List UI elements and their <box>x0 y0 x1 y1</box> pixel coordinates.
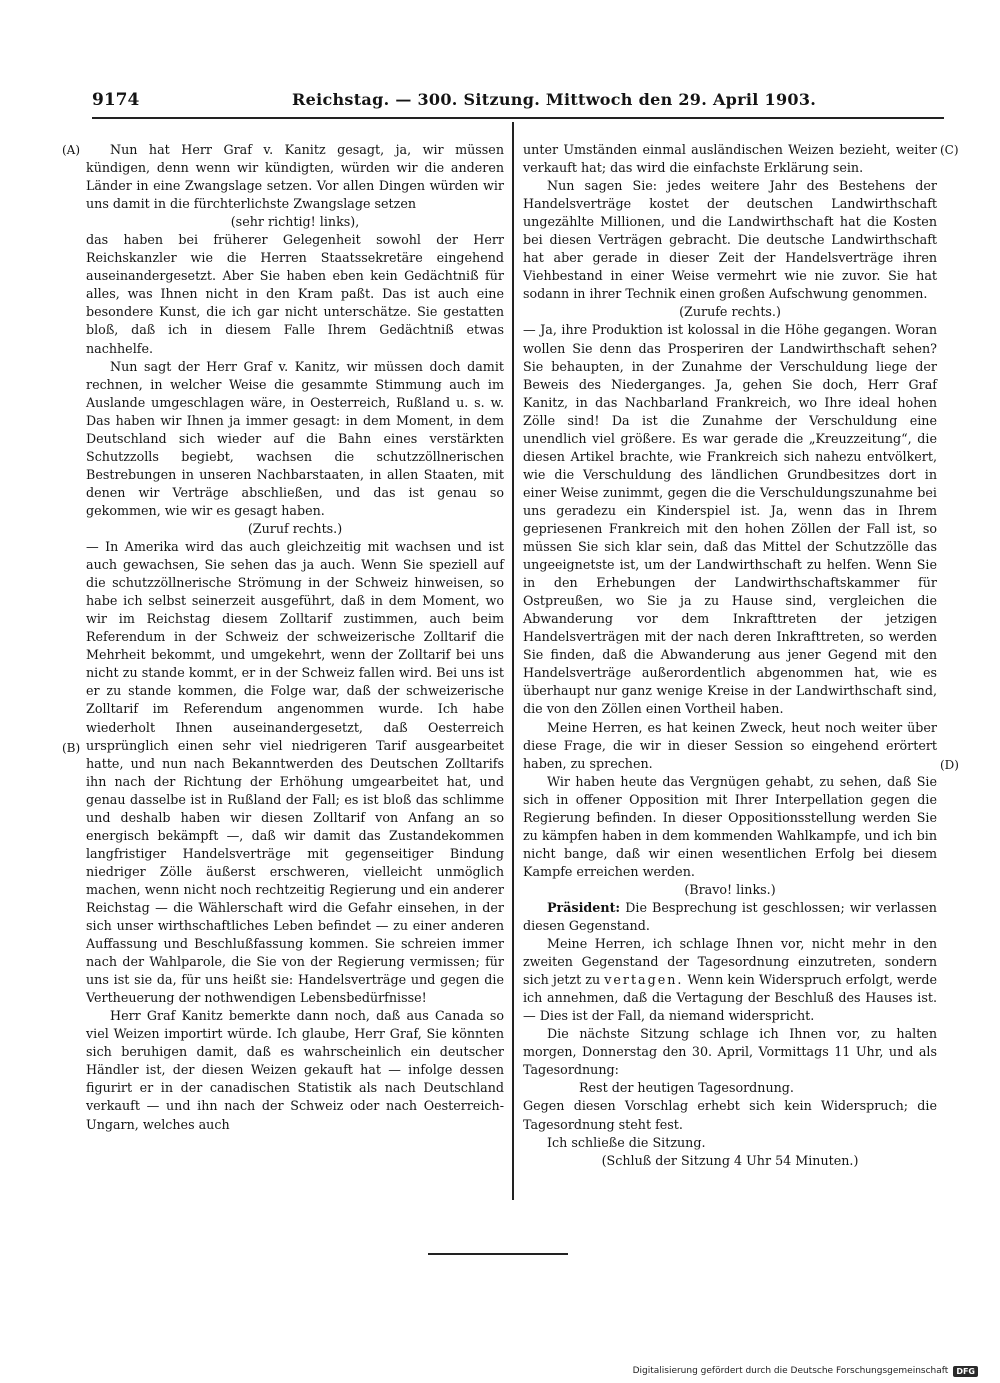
paragraph <box>523 935 937 1025</box>
text-run: Wenn kein Widerspruch erfolgt, werde ich annehmen, daß die Vertagung der Beschluß des Hauses ist. — Dies ist der Fall, da niemand widerspricht. <box>523 972 937 1024</box>
end-rule <box>428 1253 568 1255</box>
spaced-word: vertagen. <box>604 972 684 988</box>
paragraph: Nun sagt der Herr Graf v. Kanitz, wir müssen doch damit rechnen, in welcher Weise die gesammte Stimmung auch im Auslande umgeschlagen wäre, in Oesterreich, Rußland u. s. w. Das haben wir Ihnen ja immer gesagt: in dem Moment, in dem Deutschland sich wieder auf die Bahn eines verstärkten Schutzzolls begiebt, wachsen die schutzzöllnerischen Bestrebungen in unseren Nachbarstaaten, in allen Staaten, mit denen wir Verträge abschließen, und das ist genau so gekommen, wie wir es gesagt haben. <box>86 358 504 518</box>
column-divider <box>512 122 514 1200</box>
footer <box>633 1364 978 1378</box>
paragraph: — Ja, ihre Produktion ist kolossal in die Höhe gegangen. Woran wollen Sie denn das Prosperiren der Landwirthschaft sehen? Sie behaupten, in der Zunahme der Verschuldung liege der Beweis des Niederganges. Ja, gehen Sie doch, Herr Graf Kanitz, in das Nachbarland Frankreich, wo Ihre ideal hohen Zölle sind! Da ist die Zunahme der Verschuldung eine unendlich viel größere. Es war gerade die „Kreuzzeitung“, die diesen Artikel brachte, wie Frankreich sich nahezu entvölkert, wie die Verschuldung des ländlichen Grundbesitzes dort in einer Weise zunimmt, gegen die die Verschuldungszunahme bei uns geradezu ein Kinderspiel ist. Ja, wenn das in Ihrem gepriesenen Frankreich mit den hohen Zöllen der Fall ist, so müssen Sie sich klar sein, daß das Mittel der Schutzzölle das ungeeignetste ist, um der Landwirthschaft zu helfen. Wenn Sie in den Erhebungen der Landwirthschaftskammer für Ostpreußen, wo Sie ja zu Hause sind, vergleichen die Abwanderung vor dem Inkrafttreten der jetzigen Handelsverträgen mit der nach deren Inkrafttreten, so werden Sie finden, daß die Abwanderung aus jener Gegend mit den Handelsverträge außerordentlich abgenommen hat, wie es überhaupt nur ganz wenige Kreise in der Landwirthschaft sind, die von den Zöllen einen Vortheil haben. <box>523 322 937 717</box>
paragraph: das haben bei früherer Gelegenheit sowohl der Herr Reichskanzler wie die Herren Staatssekretäre eingehend auseinandergesetzt. Aber Sie haben eben kein Gedächtniß für alles, was Ihnen nicht in den Kram paßt. Das ist auch eine besondere Kunst, die ich gar nicht unterschätze. Sie gestatten bloß, daß ich in diesem Falle Ihrem Gedächtniß etwas nachhelfe. <box>86 232 504 356</box>
paragraph: Meine Herren, es hat keinen Zweck, heut noch weiter über diese Frage, die wir in dieser Session so eingehend erörtert haben, zu sprechen. <box>523 719 937 771</box>
running-title: Reichstag. — 300. Sitzung. Mittwoch den 29. April 1903. <box>292 90 817 109</box>
margin-marker-b: (B) <box>62 741 81 755</box>
interjection: (Bravo! links.) <box>684 881 776 897</box>
page-number: 9174 <box>92 90 140 110</box>
paragraph: Gegen diesen Vorschlag erhebt sich kein Widerspruch; die Tagesordnung steht fest. <box>523 1098 937 1132</box>
page-header <box>92 88 944 114</box>
interjection: (sehr richtig! links), <box>230 214 360 230</box>
interjection: (Zurufe rechts.) <box>679 304 781 320</box>
president-statement <box>523 899 937 935</box>
margin-marker-a: (A) <box>62 143 81 157</box>
header-rule <box>92 117 944 119</box>
paragraph: Herr Graf Kanitz bemerkte dann noch, daß aus Canada so viel Weizen importirt würde. Ich glaube, Herr Graf, Sie könnten sich beruhigen damit, daß es wahrscheinlich ein deutscher Händler ist, der diesen Weizen gekauft hat — infolge dessen figurirt er in der canadischen Statistik als nach Deutschland verkauft — und ihn nach der Schweiz oder nach Oesterreich-Ungarn, welches auch <box>86 1008 504 1132</box>
text-run: Meine Herren, ich schlage Ihnen vor, nicht mehr in den zweiten Gegenstand der Tagesordnung einzutreten, sondern sich jetzt zu <box>523 936 937 988</box>
interjection: (Zuruf rechts.) <box>247 520 343 536</box>
paragraph: Wir haben heute das Vergnügen gehabt, zu sehen, daß Sie sich in offener Opposition mit Ihrer Interpellation gegen die Regierung befinden. In dieser Oppositionsstellung werden Sie zu kämpfen haben in dem kommenden Wahlkampfe, und ich bin nicht bange, daß wir einen wesentlichen Erfolg bei diesem Kampfe erreichen werden. <box>523 773 937 879</box>
right-column <box>523 141 937 1170</box>
closing-note: (Schluß der Sitzung 4 Uhr 54 Minuten.) <box>601 1152 859 1168</box>
paragraph: unter Umständen einmal ausländischen Weizen bezieht, weiter verkauft hat; das wird die einfachste Erklärung sein. <box>523 142 937 176</box>
footer-text: Digitalisierung gefördert durch die Deutsche Forschungsgemeinschaft <box>632 1366 949 1376</box>
left-column <box>86 141 504 1134</box>
dfg-logo: DFG <box>953 1366 978 1377</box>
statement-text: Die Besprechung ist geschlossen; wir verlassen diesen Gegenstand. <box>523 899 937 934</box>
agenda-item: Rest der heutigen Tagesordnung. <box>579 1080 794 1096</box>
paragraph: Nun hat Herr Graf v. Kanitz gesagt, ja, wir müssen kündigen, denn wenn wir kündigten, würden wir die anderen Länder in eine Zwangslage setzen. Vor allen Dingen würden wir uns damit in die fürchterlichste Zwangslage setzen <box>86 142 504 212</box>
margin-marker-c: (C) <box>940 143 959 157</box>
margin-marker-d: (D) <box>940 758 959 772</box>
paragraph: Ich schließe die Sitzung. <box>547 1134 706 1150</box>
paragraph: Die nächste Sitzung schlage ich Ihnen vor, zu halten morgen, Donnerstag den 30. April, Vormittags 11 Uhr, und als Tagesordnung: <box>523 1026 937 1078</box>
paragraph: Nun sagen Sie: jedes weitere Jahr des Bestehens der Handelsverträge kostet der deutschen Landwirthschaft ungezählte Millionen, und die Landwirthschaft hat die Kosten bei diesen Verträgen gebracht. Die deutsche Landwirthschaft hat aber gerade in dieser Zeit der Handelsverträge ihren Viehbestand in einer Weise vermehrt wie nie zuvor. Sie hat sodann in ihrer Technik einen großen Aufschwung genommen. <box>523 178 937 302</box>
paragraph: — In Amerika wird das auch gleichzeitig mit wachsen und ist auch gewachsen, Sie sehen das ja auch. Wenn Sie speziell auf die schutzzöllnerische Strömung in der Schweiz hinweisen, so habe ich selbst seinerzeit ausgeführt, daß in dem Moment, wo wir im Reichstag diesem Zolltarif zustimmen, auch beim Referendum in der Schweiz der schweizerische Zolltarif die Mehrheit bekommt, und umgekehrt, wenn der Zolltarif bei uns nicht zu stande kommt, er in der Schweiz fallen wird. Bei uns ist er zu stande kommen, die Folge war, daß der schweizerische Zolltarif im Referendum angenommen wurde. Ich habe wiederholt Ihnen auseinandergesetzt, daß Oesterreich ursprünglich einen sehr viel niedrigeren Tarif ausgearbeitet hatte, und nun nach Bekanntwerden des Deutschen Zolltarifs ihn nach der Richtung der Erhöhung umgearbeitet hat, und genau dasselbe ist in Rußland der Fall; es ist bloß das schlimme und deshalb haben wir diesen Zolltarif von Anfang an so energisch bekämpft —, daß wir damit das Zustandekommen langfristiger Handelsverträge mit gegenseitiger Bindung niedriger Zölle äußerst erschweren, vielleicht unmöglich machen, wenn nicht noch rechtzeitig Regierung und ein anderer Reichstag — die Wählerschaft wird die Gefahr einsehen, in der sich unser wirthschaftliches Leben befindet — zu einer anderen Auffassung und Beschlußfassung kommen. Sie schreien immer nach der Wahlparole, die Sie von der Regierung vermissen; für uns ist sie da, für uns heißt sie: Handelsverträge und gegen die Vertheuerung der nothwendigen Lebensbedürfnisse! <box>86 539 504 1006</box>
speaker-label: Präsident: <box>547 899 621 915</box>
